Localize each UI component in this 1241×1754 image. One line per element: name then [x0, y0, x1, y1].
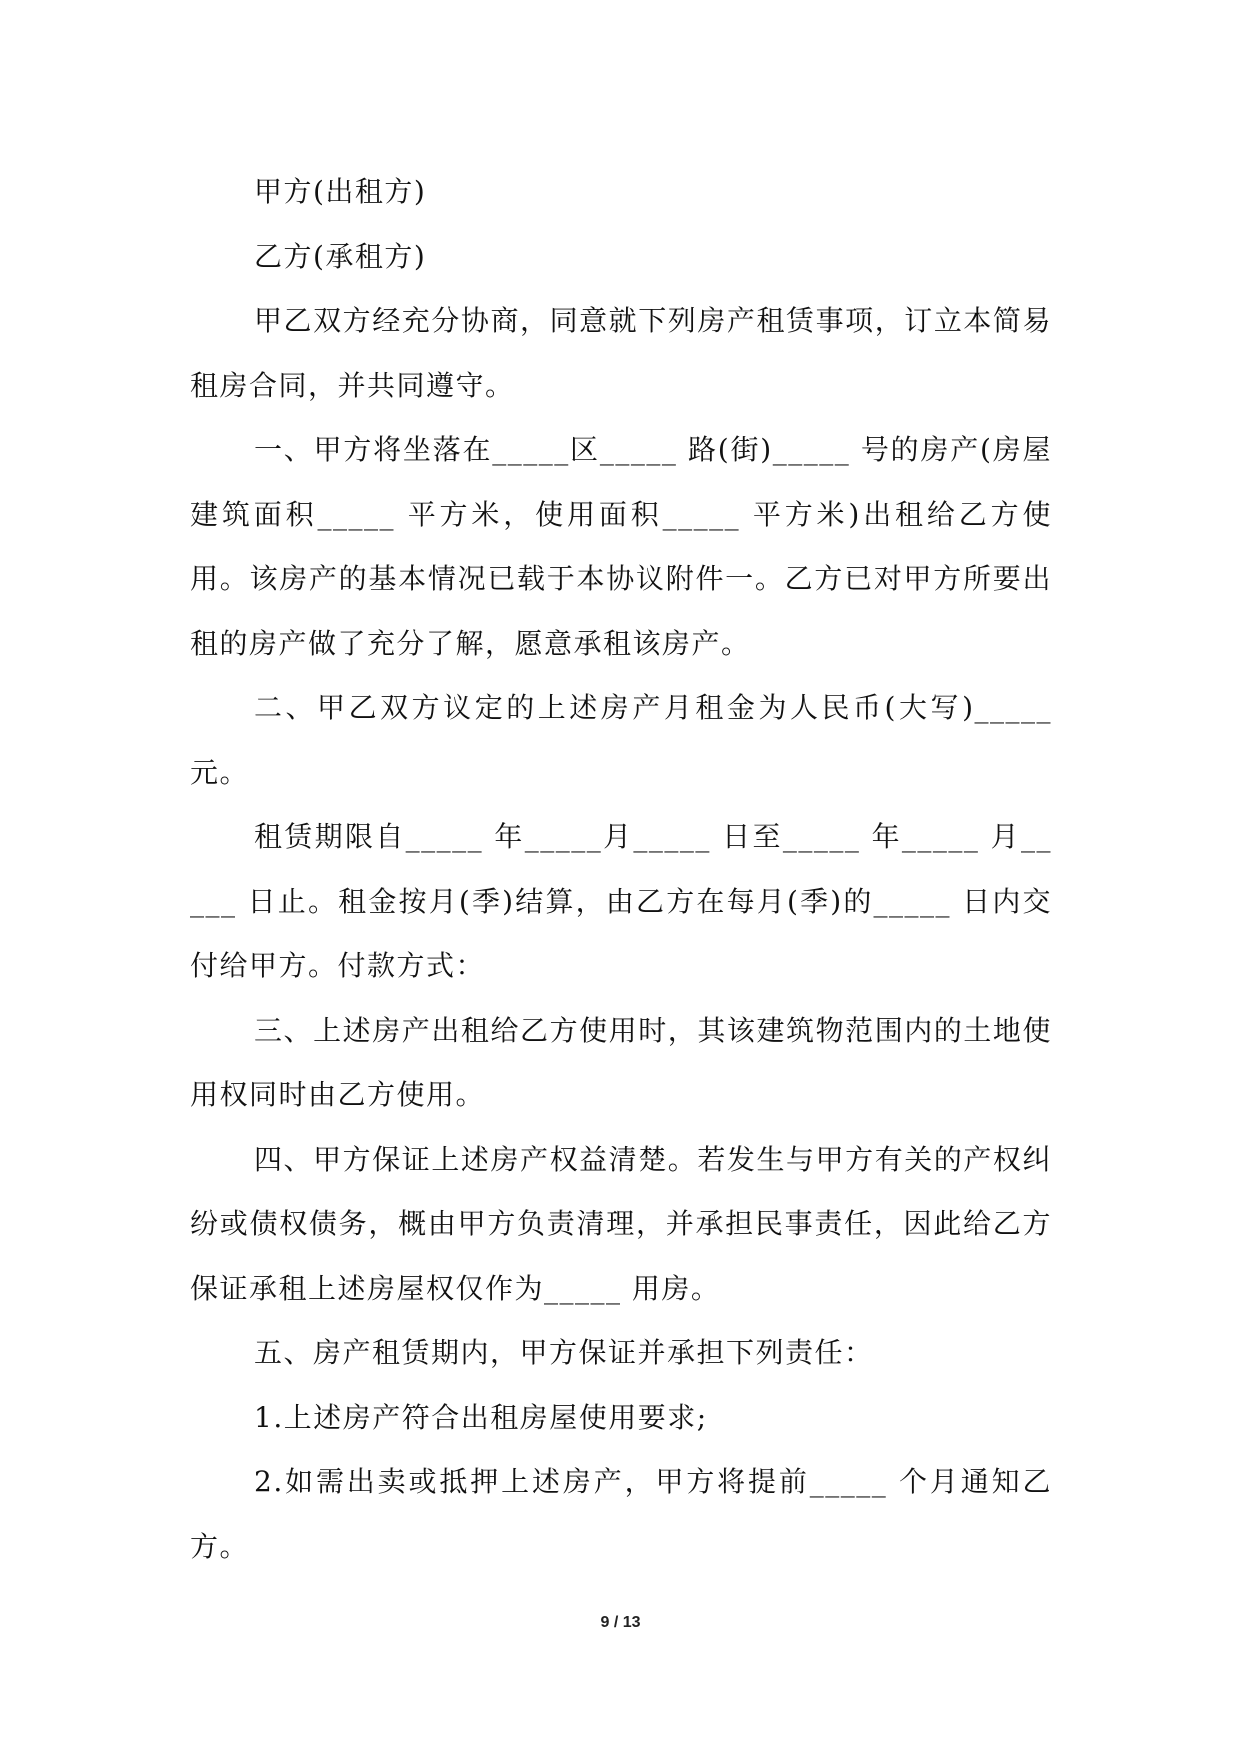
clause-2-paragraph: 二、甲乙双方议定的上述房产月租金为人民币(大写)_____元。: [190, 691, 1052, 789]
lease-term-paragraph: 租赁期限自_____ 年_____月_____ 日至_____ 年_____ 月_____ 日止。租金按月(季)结算，由乙方在每月(季)的_____ 日内交付给甲方。付款方式：: [190, 820, 1052, 982]
party-a-line: 甲方(出租方): [254, 175, 427, 208]
document-body: [190, 160, 1052, 1579]
party-b-line: 乙方(承租方): [254, 239, 427, 273]
clause-1-paragraph: 一、甲方将坐落在_____区_____ 路(街)_____ 号的房产(房屋建筑面积_____ 平方米，使用面积_____ 平方米)出租给乙方使用。该房产的基本情况已载于本协议附件一。乙方已对甲方所要出租的房产做了充分了解，愿意承租该房产。: [190, 433, 1052, 660]
clause-4-paragraph: 四、甲方保证上述房产权益清楚。若发生与甲方有关的产权纠纷或债权债务，概由甲方负责清理，并承担民事责任，因此给乙方保证承租上述房屋权仅作为_____ 用房。: [190, 1142, 1052, 1305]
clause-5-item-2: 2.如需出卖或抵押上述房产，甲方将提前_____ 个月通知乙方。: [190, 1465, 1052, 1563]
clause-3-paragraph: 三、上述房产出租给乙方使用时，其该建筑物范围内的土地使用权同时由乙方使用。: [190, 1013, 1052, 1111]
clause-5-paragraph: 五、房产租赁期内，甲方保证并承担下列责任：: [254, 1336, 874, 1369]
page-number: 9 / 13: [600, 1614, 641, 1631]
preamble-paragraph: 甲乙双方经充分协商，同意就下列房产租赁事项，订立本简易租房合同，并共同遵守。: [190, 304, 1052, 402]
clause-5-item-1: 1.上述房产符合出租房屋使用要求;: [254, 1400, 708, 1434]
